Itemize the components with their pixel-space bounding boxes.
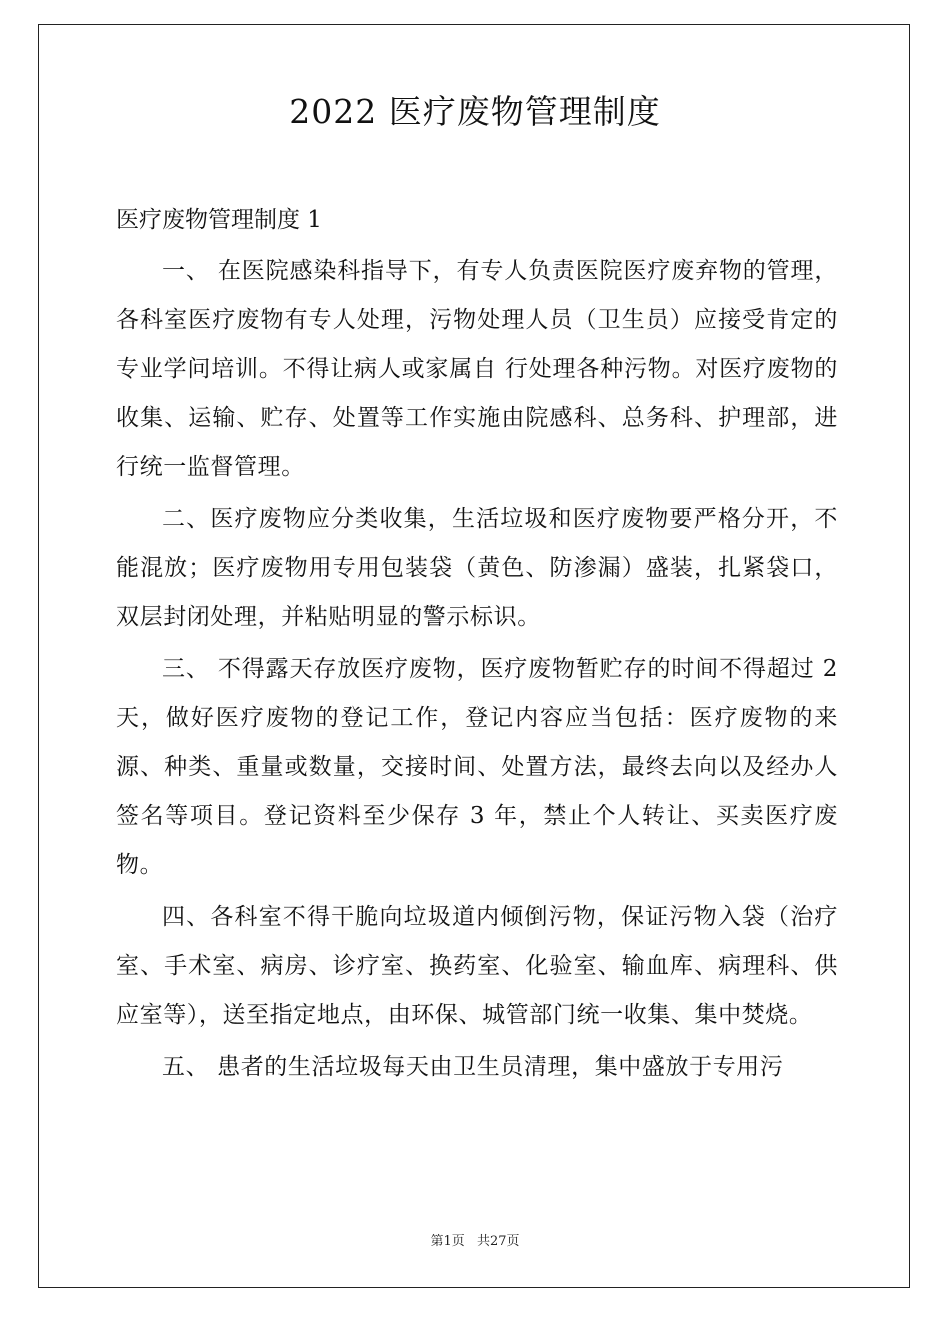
document-body bbox=[116, 194, 838, 1095]
page-footer bbox=[0, 1232, 950, 1252]
section-heading: 医疗废物管理制度 1 bbox=[116, 207, 322, 233]
paragraph-3: 三、 不得露天存放医疗废物，医疗废物暂贮存的时间不得超过 2 天，做好医疗废物的登记工作，登记内容应当包括：医疗废物的来源、种类、重量或数量，交接时间、处置方法，最终去向以及经办人签名等项目。登记资料至少保存 3 年，禁止个人转让、买卖医疗废物。 bbox=[116, 656, 838, 878]
paragraph-1: 一、 在医院感染科指导下，有专人负责医院医疗废弃物的管理，各科室医疗废物有专人处理，污物处理人员（卫生员）应接受肯定的专业学问培训。不得让病人或家属自 行处理各种污物。对医疗废物的收集、运输、贮存、处置等工作实施由院感科、总务科、护理部，进行统一监督管理。 bbox=[116, 258, 838, 480]
paragraph-4: 四、各科室不得干脆向垃圾道内倾倒污物，保证污物入袋（治疗室、手术室、病房、诊疗室、换药室、化验室、输血库、病理科、供应室等），送至指定地点，由环保、城管部门统一收集、集中焚烧。 bbox=[116, 904, 838, 1028]
page-number: 第1页 bbox=[430, 1234, 465, 1249]
document-title: 2022 医疗废物管理制度 bbox=[289, 92, 661, 131]
paragraph-2: 二、医疗废物应分类收集，生活垃圾和医疗废物要严格分开，不能混放；医疗废物用专用包装袋（黄色、防渗漏）盛装，扎紧袋口，双层封闭处理，并粘贴明显的警示标识。 bbox=[116, 506, 838, 630]
page-total: 共27页 bbox=[476, 1234, 520, 1249]
paragraph-5: 五、 患者的生活垃圾每天由卫生员清理，集中盛放于专用污 bbox=[162, 1054, 784, 1080]
